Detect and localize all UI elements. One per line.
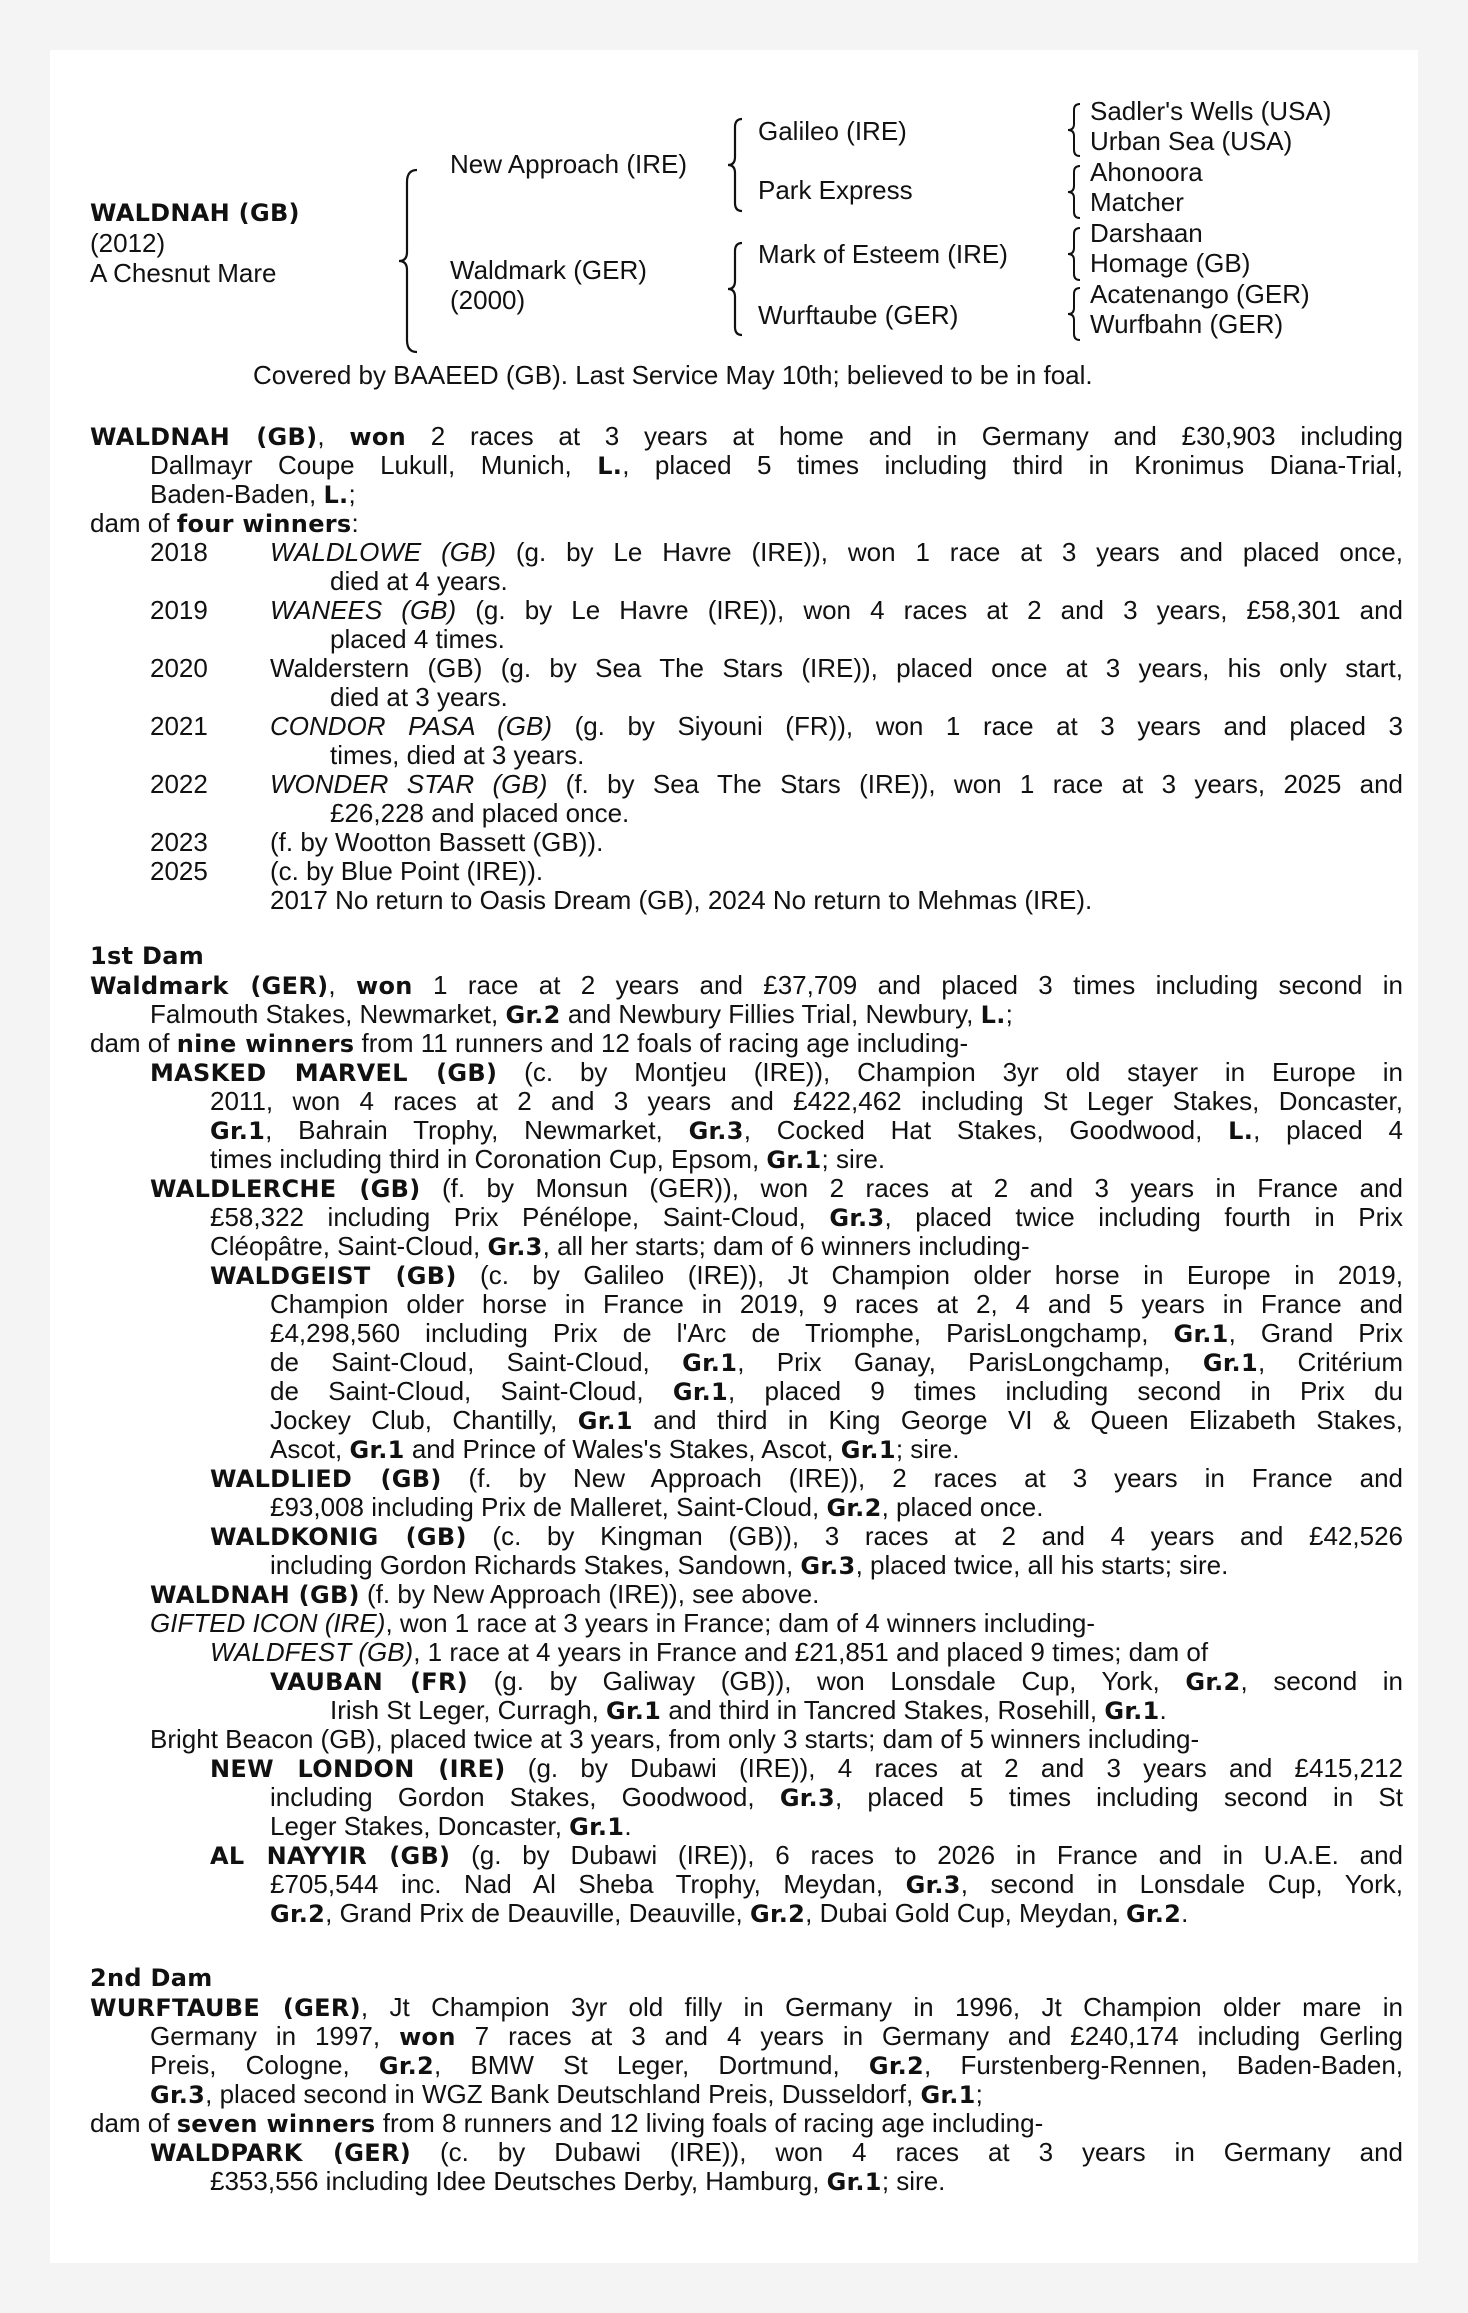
race-grade: Gr.3 xyxy=(150,2081,206,2109)
race-grade: Gr.2 xyxy=(868,2052,925,2080)
foal-year: 2019 xyxy=(150,595,208,625)
curly-brace-icon xyxy=(726,241,744,337)
horse-name: AL NAYYIR (GB) xyxy=(210,1842,451,1870)
text: 1 race at 2 years and £37,709 and placed 3 times including second in xyxy=(412,970,1403,1000)
foal-year: 2018 xyxy=(150,537,208,567)
race-grade: Gr.1 xyxy=(682,1349,738,1377)
text-line: (c. by Blue Point (IRE)). xyxy=(270,856,544,886)
great-grandparent: Darshaan xyxy=(1090,218,1203,248)
text-line xyxy=(90,2022,1403,2051)
text: Ascot, xyxy=(270,1434,350,1464)
race-grade: Gr.2 xyxy=(378,2052,435,2080)
race-grade: Gr.3 xyxy=(688,1117,744,1145)
text: ; xyxy=(348,479,356,509)
text-line xyxy=(90,1870,1403,1899)
text: , placed 4 xyxy=(1253,1115,1403,1145)
text: and third in King George VI & Queen Elizabeth Stakes, xyxy=(632,1405,1404,1435)
text: de Saint-Cloud, Saint-Cloud, xyxy=(270,1347,683,1377)
text-line xyxy=(90,1116,1403,1145)
text: Dallmayr Coupe Lukull, Munich, xyxy=(150,450,598,480)
race-grade: L. xyxy=(597,452,623,480)
catalogue-page xyxy=(50,50,1418,2263)
race-grade: Gr.2 xyxy=(1185,1668,1241,1696)
text-line xyxy=(270,770,1403,799)
text: £353,556 including Idee Deutsches Derby, Hamburg, xyxy=(210,2166,827,2196)
race-grade: Gr.1 xyxy=(826,2168,882,2196)
horse-name: WALDNAH (GB) xyxy=(90,423,318,451)
text: Cléopâtre, Saint-Cloud, xyxy=(210,1231,488,1261)
won-label: won xyxy=(399,2023,456,2051)
foal-year: 2023 xyxy=(150,827,208,857)
curly-brace-icon xyxy=(1066,286,1082,342)
produce-record xyxy=(90,596,1403,654)
text: , placed 5 times including third in Kronimus Diana-Trial, xyxy=(622,450,1403,480)
text: ; sire. xyxy=(821,1144,886,1174)
race-grade: Gr.1 xyxy=(210,1117,266,1145)
curly-brace-icon xyxy=(1066,226,1082,282)
text: , second in Lonsdale Cup, York, xyxy=(960,1869,1404,1899)
text-line xyxy=(90,1754,1403,1783)
text: £93,008 including Prix de Malleret, Saint-Cloud, xyxy=(270,1492,827,1522)
text-line xyxy=(90,2138,1403,2167)
horse-name: WALDNAH (GB) xyxy=(150,1581,360,1609)
text: (f. by New Approach (IRE)), 2 races at 3 years in France and xyxy=(441,1463,1403,1493)
winners-count: nine winners xyxy=(176,1030,355,1058)
text: , Furstenberg-Rennen, Baden-Baden, xyxy=(924,2050,1404,2080)
text-line: £26,228 and placed once. xyxy=(330,798,630,828)
produce-record xyxy=(90,654,1403,712)
text: . xyxy=(624,1811,632,1841)
horse-name: WURFTAUBE (GER) xyxy=(90,1994,361,2022)
text: (g. by Dubawi (IRE)), 4 races at 2 and 3 years and £415,212 xyxy=(505,1753,1403,1783)
text: (f. by Monsun (GER)), won 2 races at 2 and 3 years in France and xyxy=(420,1173,1403,1203)
text: times including third in Coronation Cup, Epsom, xyxy=(210,1144,767,1174)
text: , BMW St Leger, Dortmund, xyxy=(434,2050,869,2080)
text: 2 races at 3 years at home and in Germany and £30,903 including xyxy=(406,421,1403,451)
dam-year: (2000) xyxy=(450,285,526,315)
text: , 1 race at 4 years in France and £21,851 and placed 9 times; dam of xyxy=(413,1637,1209,1667)
text-line xyxy=(90,1000,1403,1029)
text: £705,544 inc. Nad Al Sheba Trophy, Meydan, xyxy=(270,1869,906,1899)
text-line xyxy=(90,1029,1403,1058)
text: (g. by Galiway (GB)), won Lonsdale Cup, York, xyxy=(468,1666,1186,1696)
text: , placed second in WGZ Bank Deutschland Preis, Dusseldorf, xyxy=(205,2079,921,2109)
curly-brace-icon xyxy=(397,168,419,354)
race-grade: L. xyxy=(1228,1117,1254,1145)
text: (g. by Le Havre (IRE)), won 1 race at 3 years and placed once, xyxy=(495,537,1403,567)
race-grade: Gr.1 xyxy=(840,1436,896,1464)
great-grandparent: Sadler's Wells (USA) xyxy=(1090,96,1332,126)
text: , placed twice, all his starts; sire. xyxy=(855,1550,1229,1580)
race-grade: Gr.2 xyxy=(505,1001,561,1029)
text: (c. by Montjeu (IRE)), Champion 3yr old stayer in Europe in xyxy=(497,1057,1404,1087)
section-heading: 2nd Dam xyxy=(90,1964,213,1992)
text-line xyxy=(90,1551,1403,1580)
produce-record xyxy=(90,857,1403,886)
text: . xyxy=(1159,1695,1167,1725)
text-line: times, died at 3 years. xyxy=(330,740,585,770)
race-grade: Gr.1 xyxy=(606,1697,662,1725)
text: and Prince of Wales's Stakes, Ascot, xyxy=(404,1434,841,1464)
text: ; sire. xyxy=(881,2166,946,2196)
text: Jockey Club, Chantilly, xyxy=(270,1405,578,1435)
great-grandparent: Urban Sea (USA) xyxy=(1090,126,1293,156)
race-grade: L. xyxy=(323,481,349,509)
text: including Gordon Richards Stakes, Sandown, xyxy=(270,1550,801,1580)
text: , all her starts; dam of 6 winners including- xyxy=(542,1231,1030,1261)
text-line xyxy=(90,1812,1403,1841)
text-line xyxy=(90,1638,1403,1667)
text-line xyxy=(90,1580,1403,1609)
text: Preis, Cologne, xyxy=(150,2050,379,2080)
winners-count: seven winners xyxy=(176,2110,376,2138)
race-grade: Gr.3 xyxy=(487,1233,543,1261)
race-grade: Gr.1 xyxy=(349,1436,405,1464)
text-line: Champion older horse in France in 2019, 9 races at 2, 4 and 5 years in France and xyxy=(270,1289,1403,1319)
foal-year: 2020 xyxy=(150,653,208,683)
text: ; sire. xyxy=(895,1434,960,1464)
great-grandparent: Acatenango (GER) xyxy=(1090,279,1310,309)
horse-name: MASKED MARVEL (GB) xyxy=(150,1059,498,1087)
text: , Dubai Gold Cup, Meydan, xyxy=(805,1898,1126,1928)
text: , Bahrain Trophy, Newmarket, xyxy=(265,1115,689,1145)
first-dam-section xyxy=(90,942,1403,1928)
text: de Saint-Cloud, Saint-Cloud, xyxy=(270,1376,673,1406)
race-grade: Gr.3 xyxy=(779,1784,835,1812)
text-line xyxy=(90,1522,1403,1551)
race-grade: Gr.3 xyxy=(905,1871,961,1899)
section-heading: 1st Dam xyxy=(90,942,205,970)
text-line xyxy=(270,654,1403,683)
text: (f. by New Approach (IRE)), see above. xyxy=(359,1579,820,1609)
text: and Newbury Fillies Trial, Newbury, xyxy=(560,999,981,1029)
race-grade: Gr.1 xyxy=(1104,1697,1160,1725)
text-line xyxy=(90,1406,1403,1435)
text-line: died at 4 years. xyxy=(330,566,508,596)
text-line xyxy=(270,538,1403,567)
horse-name: WALDFEST (GB) xyxy=(210,1637,414,1667)
text: from 8 runners and 12 living foals of racing age including- xyxy=(375,2108,1044,2138)
great-grandparent: Homage (GB) xyxy=(1090,248,1251,278)
text: , xyxy=(328,970,356,1000)
no-return-note: 2017 No return to Oasis Dream (GB), 2024 No return to Mehmas (IRE). xyxy=(270,885,1093,915)
text: , Prix Ganay, ParisLongchamp, xyxy=(737,1347,1203,1377)
text-line xyxy=(90,1609,1403,1638)
text-line xyxy=(270,712,1403,741)
race-grade: Gr.2 xyxy=(1126,1900,1182,1928)
produce-record xyxy=(90,828,1403,857)
text: , placed twice including fourth in Prix xyxy=(884,1202,1404,1232)
text: (f. by Sea The Stars (IRE)), won 1 race at 3 years, 2025 and xyxy=(547,769,1403,799)
great-grandparent: Ahonoora xyxy=(1090,157,1203,187)
granddam-dam: Wurftaube (GER) xyxy=(758,300,959,330)
text: ; xyxy=(1005,999,1013,1029)
great-grandparent: Wurfbahn (GER) xyxy=(1090,309,1284,339)
text-line xyxy=(90,2080,1403,2109)
text: (c. by Galileo (IRE)), Jt Champion older horse in Europe in 2019, xyxy=(456,1260,1403,1290)
great-grandparent: Matcher xyxy=(1090,187,1184,217)
text: Irish St Leger, Curragh, xyxy=(330,1695,607,1725)
text: , placed 9 times including second in Prix du xyxy=(728,1376,1404,1406)
race-grade: Gr.1 xyxy=(569,1813,625,1841)
text: ; xyxy=(975,2079,983,2109)
text: (g. by Le Havre (IRE)), won 4 races at 2 and 3 years, £58,301 and xyxy=(456,595,1403,625)
text: £4,298,560 including Prix de l'Arc de Triomphe, ParisLongchamp, xyxy=(270,1318,1174,1348)
main-entry xyxy=(90,422,1403,538)
text-line xyxy=(90,1696,1403,1725)
text: (g. by Sea The Stars (IRE)), placed once at 3 years, his only start, xyxy=(482,653,1403,683)
race-grade: Gr.2 xyxy=(270,1900,326,1928)
text-line xyxy=(90,451,1403,480)
text-line xyxy=(90,422,1403,451)
text-line xyxy=(90,1319,1403,1348)
text-line xyxy=(90,1435,1403,1464)
text: , won 1 race at 3 years in France; dam of 4 winners including- xyxy=(385,1608,1096,1638)
text-line: 2011, won 4 races at 2 and 3 years and £422,462 including St Leger Stakes, Doncaster, xyxy=(210,1086,1403,1116)
horse-name: WALDKONIG (GB) xyxy=(210,1523,467,1551)
text-line xyxy=(90,1174,1403,1203)
text-line xyxy=(90,480,1403,509)
horse-name: NEW LONDON (IRE) xyxy=(210,1755,506,1783)
text: £58,322 including Prix Pénélope, Saint-Cloud, xyxy=(210,1202,830,1232)
text-line xyxy=(90,1058,1403,1087)
foal-year: 2022 xyxy=(150,769,208,799)
text: from 11 runners and 12 foals of racing age including- xyxy=(354,1028,969,1058)
won-label: won xyxy=(349,423,407,451)
text: including Gordon Stakes, Goodwood, xyxy=(270,1782,780,1812)
text-line xyxy=(90,971,1403,1000)
horse-name: VAUBAN (FR) xyxy=(270,1668,469,1696)
race-grade: Gr.2 xyxy=(826,1494,882,1522)
grandsire-dam: Mark of Esteem (IRE) xyxy=(758,239,1008,269)
text: Leger Stakes, Doncaster, xyxy=(270,1811,570,1841)
horse-name: WALDPARK (GER) xyxy=(150,2139,412,2167)
text: Baden-Baden, xyxy=(150,479,324,509)
horse-name: WALDGEIST (GB) xyxy=(210,1262,457,1290)
produce-record xyxy=(90,712,1403,770)
subject-year: (2012) xyxy=(90,228,166,258)
foal-name: WALDLOWE (GB) xyxy=(270,537,496,567)
foal-year: 2025 xyxy=(150,856,208,886)
text-line xyxy=(90,1377,1403,1406)
text: . xyxy=(1181,1898,1189,1928)
text: , Jt Champion 3yr old filly in Germany in 1996, Jt Champion older mare in xyxy=(360,1992,1403,2022)
foal-name: WANEES (GB) xyxy=(270,595,457,625)
won-label: won xyxy=(356,972,413,1000)
sire-name: New Approach (IRE) xyxy=(450,149,687,179)
race-grade: Gr.1 xyxy=(1173,1320,1229,1348)
race-grade: L. xyxy=(980,1001,1006,1029)
curly-brace-icon xyxy=(1066,102,1082,158)
granddam-sire: Park Express xyxy=(758,175,913,205)
text-line: died at 3 years. xyxy=(330,682,508,712)
subject-description: A Chesnut Mare xyxy=(90,258,277,288)
text: , xyxy=(317,421,350,451)
text: : xyxy=(351,508,359,538)
text-line xyxy=(90,2167,1403,2196)
produce-record xyxy=(90,538,1403,596)
text-line xyxy=(90,2109,1403,2138)
text-line xyxy=(90,1203,1403,1232)
horse-name: Waldmark (GER) xyxy=(90,972,329,1000)
covering-note: Covered by BAAEED (GB). Last Service May 10th; believed to be in foal. xyxy=(253,360,1093,390)
foal-name: CONDOR PASA (GB) xyxy=(270,711,553,741)
text-line xyxy=(90,1841,1403,1870)
text: , placed 5 times including second in St xyxy=(834,1782,1403,1812)
race-grade: Gr.1 xyxy=(672,1378,729,1406)
race-grade: Gr.2 xyxy=(750,1900,806,1928)
text-line xyxy=(90,1899,1403,1928)
horse-name: GIFTED ICON (IRE) xyxy=(150,1608,386,1638)
text: , Cocked Hat Stakes, Goodwood, xyxy=(743,1115,1229,1145)
produce-record xyxy=(90,770,1403,828)
text: , Grand Prix xyxy=(1228,1318,1403,1348)
text-line xyxy=(90,2051,1403,2080)
text-line xyxy=(90,1261,1403,1290)
horse-name: WALDLERCHE (GB) xyxy=(150,1175,421,1203)
second-dam-section xyxy=(90,1964,1403,2196)
text: , Critérium xyxy=(1257,1347,1403,1377)
horse-name: WALDLIED (GB) xyxy=(210,1465,442,1493)
text: Falmouth Stakes, Newmarket, xyxy=(150,999,506,1029)
text: , placed once. xyxy=(881,1492,1044,1522)
foal-name: Walderstern (GB) xyxy=(270,653,483,683)
race-grade: Gr.3 xyxy=(829,1204,885,1232)
race-grade: Gr.1 xyxy=(920,2081,976,2109)
text: 7 races at 3 and 4 years in Germany and £240,174 including Gerling xyxy=(455,2021,1404,2051)
text: (c. by Dubawi (IRE)), won 4 races at 3 years in Germany and xyxy=(411,2137,1403,2167)
foal-name: WONDER STAR (GB) xyxy=(270,769,548,799)
curly-brace-icon xyxy=(726,117,744,213)
text: (g. by Dubawi (IRE)), 6 races to 2026 in France and in U.A.E. and xyxy=(450,1840,1403,1870)
subject-name: WALDNAH (GB) xyxy=(90,199,300,227)
text-line xyxy=(90,1145,1403,1174)
produce-list xyxy=(90,538,1403,915)
text: (c. by Kingman (GB)), 3 races at 2 and 4 years and £42,526 xyxy=(466,1521,1404,1551)
text: dam of xyxy=(90,2108,177,2138)
text-line xyxy=(270,596,1403,625)
text-line xyxy=(90,1464,1403,1493)
race-grade: Gr.3 xyxy=(800,1552,856,1580)
text-line xyxy=(90,1232,1403,1261)
race-grade: Gr.1 xyxy=(577,1407,633,1435)
foal-year: 2021 xyxy=(150,711,208,741)
curly-brace-icon xyxy=(1066,164,1082,220)
text: , Grand Prix de Deauville, Deauville, xyxy=(325,1898,751,1928)
text: Germany in 1997, xyxy=(150,2021,400,2051)
race-grade: Gr.1 xyxy=(766,1146,822,1174)
text: dam of xyxy=(90,508,177,538)
text-line: Bright Beacon (GB), placed twice at 3 years, from only 3 starts; dam of 5 winners including- xyxy=(150,1724,1200,1754)
text-line xyxy=(90,1667,1403,1696)
text-line: (f. by Wootton Bassett (GB)). xyxy=(270,827,604,857)
text-line xyxy=(90,509,1403,538)
grandsire-sire: Galileo (IRE) xyxy=(758,116,907,146)
text-line xyxy=(90,1493,1403,1522)
text-line xyxy=(90,1993,1403,2022)
winners-count: four winners xyxy=(176,510,352,538)
text: and third in Tancred Stakes, Rosehill, xyxy=(661,1695,1105,1725)
text-line xyxy=(90,1783,1403,1812)
text-line: placed 4 times. xyxy=(330,624,505,654)
text-line xyxy=(90,1348,1403,1377)
dam-name: Waldmark (GER) xyxy=(450,255,647,285)
race-grade: Gr.1 xyxy=(1202,1349,1258,1377)
text: , second in xyxy=(1240,1666,1403,1696)
text: dam of xyxy=(90,1028,177,1058)
text: (g. by Siyouni (FR)), won 1 race at 3 years and placed 3 xyxy=(552,711,1403,741)
